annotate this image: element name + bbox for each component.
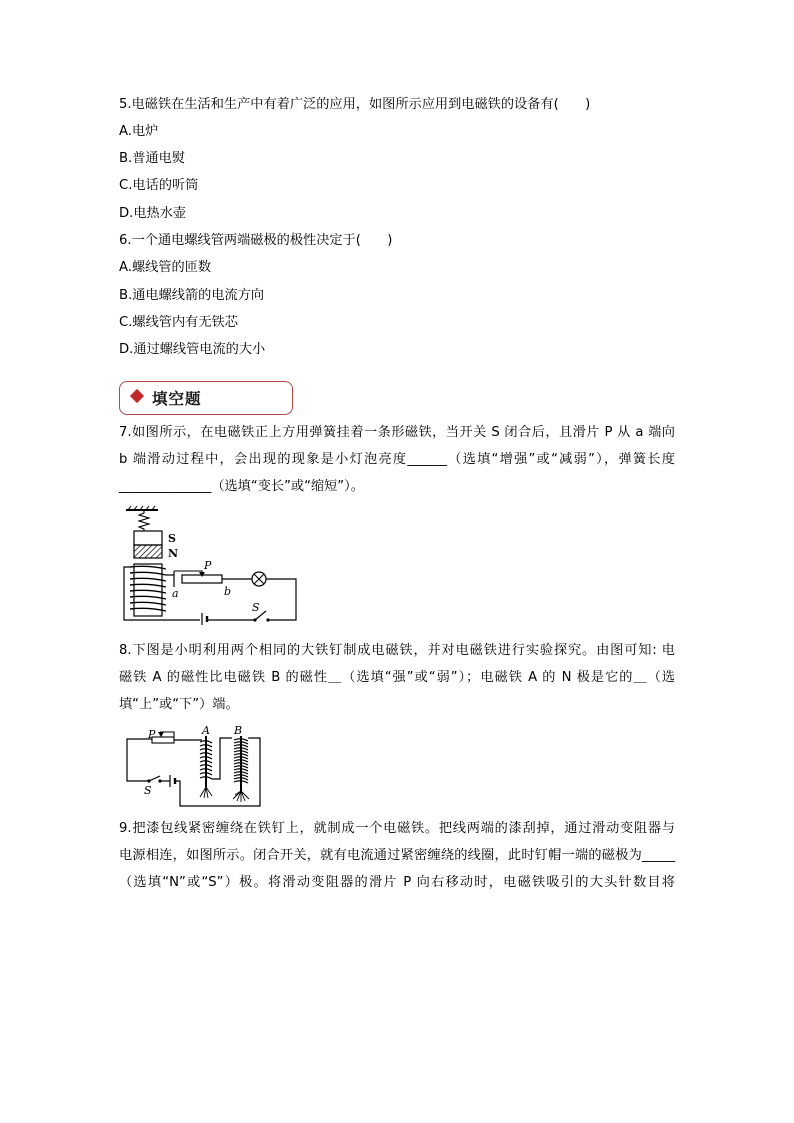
q5-stem: 5.电磁铁在生活和生产中有着广泛的应用，如图所示应用到电磁铁的设备有( ): [119, 97, 591, 112]
q6-option-d: D.通过螺线管电流的大小: [119, 342, 266, 357]
label-s-pole: S: [168, 532, 176, 545]
label-slider-p: P: [204, 559, 212, 572]
q8-line-3: 填“上”或“下”）端。: [119, 697, 239, 712]
label-slider-p: P: [148, 728, 156, 741]
q8-line-1: 8.下图是小明利用两个相同的大铁钉制成电磁铁，并对电磁铁进行实验探究。由图可知: 电: [119, 643, 675, 658]
q6-option-a: A.螺线管的匝数: [119, 260, 212, 275]
label-switch-s: S: [144, 784, 152, 797]
q7-circuit-diagram: [118, 505, 304, 625]
q9-line-3: （选填“N”或“S”）极。将滑动变阻器的滑片 P 向右移动时，电磁铁吸引的大头针数目将: [119, 875, 675, 890]
label-magnet-a: A: [202, 725, 210, 737]
label-end-b: b: [224, 585, 232, 598]
bar-magnet-s-end: [134, 531, 162, 545]
q5-option-c: C.电话的听筒: [119, 178, 199, 193]
q5-option-a: A.电炉: [119, 124, 159, 139]
diamond-icon: [130, 389, 144, 403]
q7-line-3: ______________（选填“变长”或“缩短”）。: [119, 479, 364, 494]
q6-option-c: C.螺线管内有无铁芯: [119, 315, 238, 330]
q9-line-1: 9.把漆包线紧密缠绕在铁钉上，就制成一个电磁铁。把线两端的漆刮掉，通过滑动变阻器与: [119, 821, 675, 836]
q6-option-b: B.通电螺线箭的电流方向: [119, 288, 265, 303]
q8-line-2: 磁铁 A 的磁性比电磁铁 B 的磁性＿（选填“强”或“弱”）；电磁铁 A 的 N 极是它的＿（选: [119, 670, 675, 685]
label-switch-s: S: [252, 601, 260, 614]
q7-line-1: 7.如图所示，在电磁铁正上方用弹簧挂着一条形磁铁，当开关 S 闭合后，且滑片 P 从 a 端向: [119, 425, 675, 440]
bar-magnet-n-end: [134, 545, 162, 558]
q5-option-d: D.电热水壶: [119, 206, 187, 221]
label-end-a: a: [172, 587, 179, 600]
label-n-pole: N: [168, 547, 179, 560]
q9-line-2: 电源相连，如图所示。闭合开关，就有电流通过紧密缠绕的线圈，此时钉帽一端的磁极为_____: [119, 848, 675, 863]
q8-circuit-diagram: [122, 725, 267, 807]
section-title: 填空题: [152, 390, 202, 408]
q7-line-2: b 端滑动过程中，会出现的现象是小灯泡亮度______（选填“增强”或“减弱”），弹簧长度: [119, 452, 675, 467]
q5-option-b: B.普通电熨: [119, 151, 185, 166]
label-magnet-b: B: [234, 725, 243, 737]
q6-stem: 6.一个通电螺线管两端磁极的极性决定于( ): [119, 233, 393, 248]
section-header-fill-in: [119, 381, 293, 415]
